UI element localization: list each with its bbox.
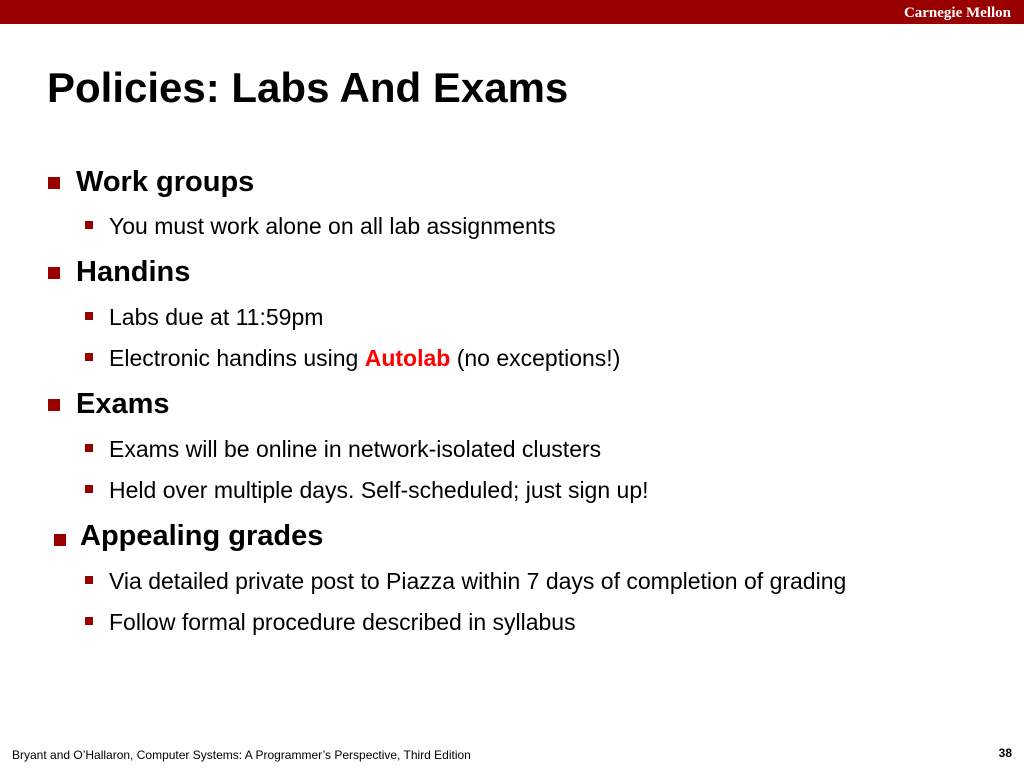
- autolab-highlight: Autolab: [364, 345, 451, 371]
- list-item: [109, 343, 620, 373]
- list-item-text: Exams will be online in network-isolated clusters: [109, 436, 602, 462]
- page-number: 38: [998, 746, 1012, 760]
- square-bullet-icon: [85, 485, 93, 493]
- list-item: [109, 211, 556, 241]
- section-heading-label: Exams: [76, 388, 170, 420]
- section-heading-label: Work groups: [76, 166, 255, 198]
- list-item-text-before: Electronic handins using: [109, 345, 365, 371]
- square-bullet-icon: [85, 312, 93, 320]
- square-bullet-icon: [48, 177, 60, 189]
- list-item: [109, 566, 846, 596]
- list-item-text: Via detailed private post to Piazza within 7 days of completion of grading: [109, 568, 847, 594]
- section-heading-exams: [76, 386, 170, 422]
- square-bullet-icon: [85, 576, 93, 584]
- footer-citation: Bryant and O’Hallaron, Computer Systems: A Programmer’s Perspective, Third Edition: [12, 748, 471, 762]
- section-heading-appealing-grades: [80, 518, 323, 554]
- section-heading-handins: [76, 254, 190, 290]
- list-item-text: You must work alone on all lab assignments: [109, 213, 556, 239]
- section-heading-label: Handins: [76, 256, 191, 288]
- square-bullet-icon: [85, 444, 93, 452]
- list-item-text: Held over multiple days. Self-scheduled; just sign up!: [109, 477, 649, 503]
- slide-title: Policies: Labs And Exams: [47, 64, 569, 111]
- square-bullet-icon: [54, 534, 66, 546]
- section-heading-label: Appealing grades: [80, 520, 324, 552]
- list-item: [109, 475, 649, 505]
- square-bullet-icon: [48, 399, 60, 411]
- brand-label: Carnegie Mellon: [903, 5, 1011, 21]
- section-heading-work-groups: [76, 164, 254, 200]
- list-item: [109, 607, 576, 637]
- list-item: [109, 434, 601, 464]
- list-item-text: Follow formal procedure described in syllabus: [109, 609, 576, 635]
- list-item: [109, 302, 323, 332]
- square-bullet-icon: [85, 221, 93, 229]
- square-bullet-icon: [85, 353, 93, 361]
- square-bullet-icon: [85, 617, 93, 625]
- square-bullet-icon: [48, 267, 60, 279]
- list-item-text: Labs due at 11:59pm: [109, 304, 324, 330]
- list-item-text-after: (no exceptions!): [450, 345, 621, 371]
